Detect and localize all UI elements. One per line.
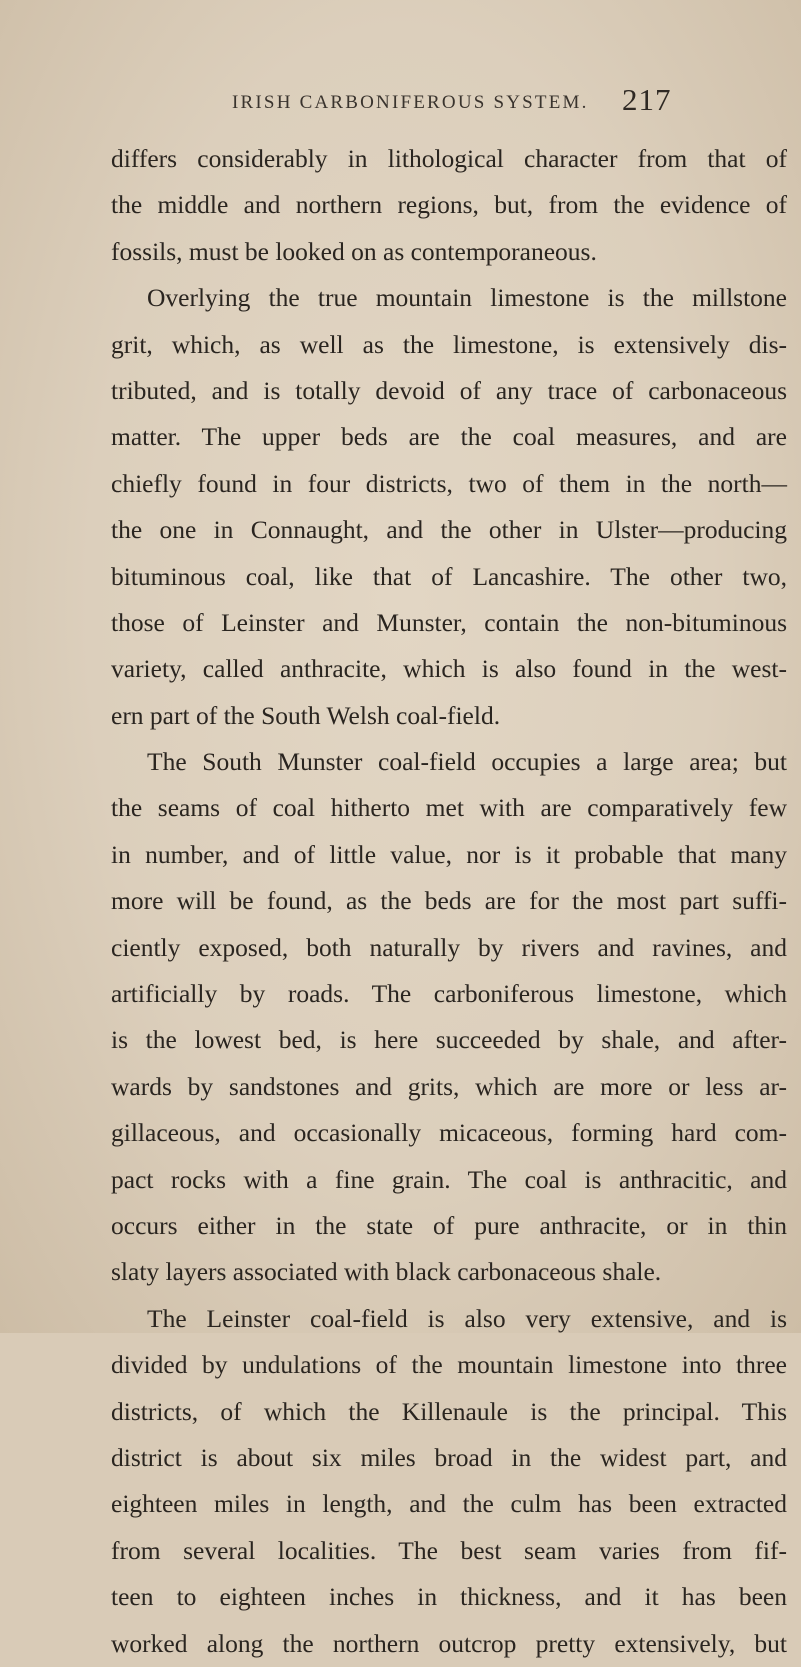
text-line: fossils, must be looked on as contemporaneous. bbox=[111, 236, 597, 266]
text-line: worked along the northern outcrop pretty extensively, but bbox=[111, 1628, 787, 1658]
text-line: Overlying the true mountain limestone is the millstone bbox=[147, 283, 787, 313]
text-line: more will be found, as the beds are for the most part suffi- bbox=[111, 886, 787, 916]
text-line: grit, which, as well as the limestone, is extensively dis- bbox=[111, 329, 787, 359]
text-line: matter. The upper beds are the coal measures, and are bbox=[111, 422, 787, 452]
text-line: the middle and northern regions, but, from the evidence of bbox=[111, 190, 787, 220]
running-head bbox=[0, 82, 801, 128]
text-line: variety, called anthracite, which is also found in the west- bbox=[111, 654, 787, 684]
text-line: teen to eighteen inches in thickness, and it has been bbox=[111, 1582, 787, 1612]
text-line: wards by sandstones and grits, which are more or less ar- bbox=[111, 1071, 787, 1101]
text-line: eighteen miles in length, and the culm has been extracted bbox=[111, 1489, 787, 1519]
body-text bbox=[111, 136, 787, 1667]
text-line: those of Leinster and Munster, contain the non-bituminous bbox=[111, 607, 787, 637]
text-line: from several localities. The best seam varies from fif- bbox=[111, 1535, 787, 1565]
text-line: artificially by roads. The carboniferous limestone, which bbox=[111, 979, 787, 1009]
text-line: districts, of which the Killenaule is the principal. This bbox=[111, 1396, 787, 1426]
text-line: The Leinster coal-field is also very extensive, and is bbox=[147, 1303, 787, 1333]
text-line: tributed, and is totally devoid of any trace of carbonaceous bbox=[111, 375, 787, 405]
text-line: in number, and of little value, nor is it probable that many bbox=[111, 839, 787, 869]
page-number: 217 bbox=[622, 82, 672, 117]
text-line: slaty layers associated with black carbonaceous shale. bbox=[111, 1257, 662, 1287]
text-line: ern part of the South Welsh coal-field. bbox=[111, 700, 501, 730]
text-line: gillaceous, and occasionally micaceous, forming hard com- bbox=[111, 1118, 787, 1148]
text-line: bituminous coal, like that of Lancashire. The other two, bbox=[111, 561, 787, 591]
text-line: chiefly found in four districts, two of them in the north— bbox=[111, 468, 787, 498]
running-head-title: IRISH CARBONIFEROUS SYSTEM. bbox=[232, 92, 589, 113]
text-line: the one in Connaught, and the other in Ulster—producing bbox=[111, 515, 787, 545]
text-line: pact rocks with a fine grain. The coal is anthracitic, and bbox=[111, 1164, 787, 1194]
text-line: divided by undulations of the mountain limestone into three bbox=[111, 1350, 787, 1380]
text-line: differs considerably in lithological character from that of bbox=[111, 144, 787, 173]
text-line: ciently exposed, both naturally by rivers and ravines, and bbox=[111, 932, 787, 962]
text-line: is the lowest bed, is here succeeded by shale, and after- bbox=[111, 1025, 787, 1055]
text-line: district is about six miles broad in the widest part, and bbox=[111, 1442, 787, 1472]
text-line: occurs either in the state of pure anthracite, or in thin bbox=[111, 1210, 787, 1240]
text-line: The South Munster coal-field occupies a large area; but bbox=[147, 747, 787, 777]
text-line: the seams of coal hitherto met with are comparatively few bbox=[111, 793, 787, 823]
